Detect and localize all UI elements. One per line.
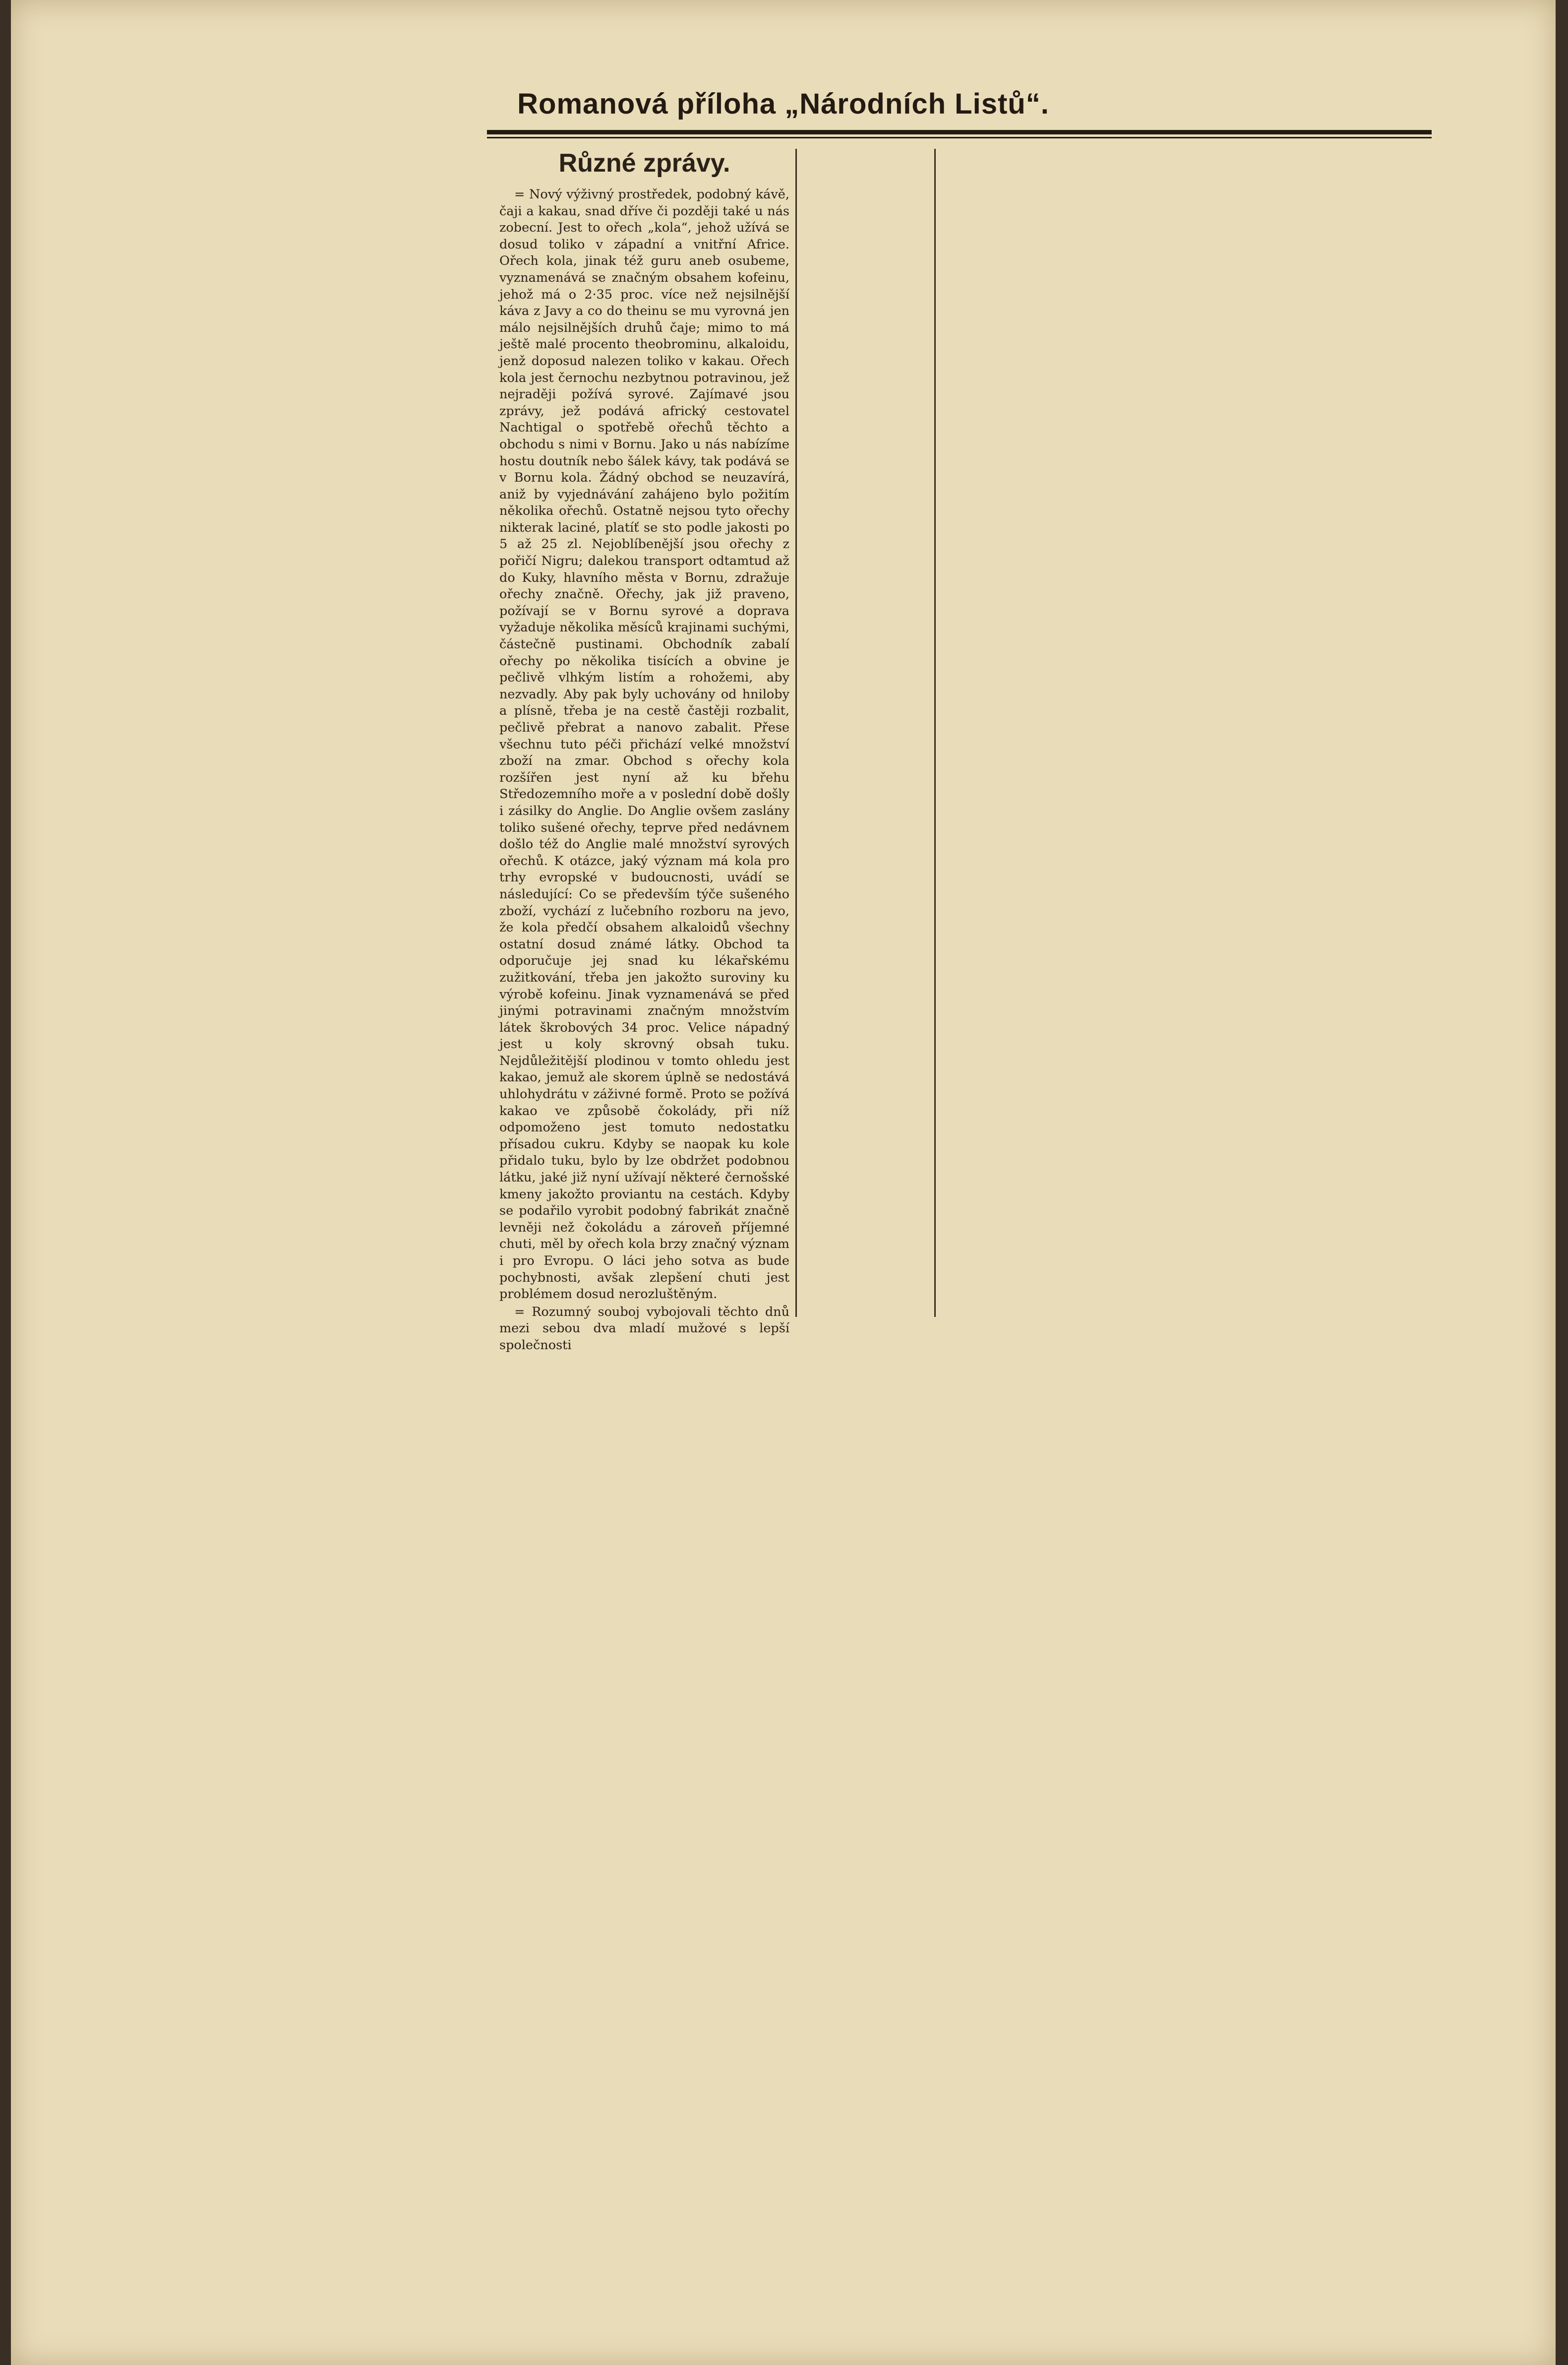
col1-paragraph-1: = Nový výživný prostředek, podobný kávě, čaji a kakau, snad dříve či později také u nás zobecní. Jest to ořech „kola“, jehož užívá se dosud toliko v západní a vnitřní Africe. Ořech kola, jinak též guru aneb osubeme, vyznamenává se značným obsahem kofeinu, jehož má o 2·35 proc. více než nejsilnější káva z Javy a co do theinu se mu vyrovná jen málo nejsilnějších druhů čaje; mimo to má ještě malé procento theobrominu, alkaloidu, jenž doposud nalezen toliko v kakau. Ořech kola jest černochu nezbytnou potravinou, jež nejraději požívá syrové. Zajímavé jsou zprávy, jež podává africký cestovatel Nachtigal o spotřebě ořechů těchto a obchodu s nimi v Bornu. Jako u nás nabízíme hostu doutník nebo šálek kávy, tak podává se v Bornu kola. Žádný obchod se neuzavírá, aniž by vyjednávání zahájeno bylo požitím několika ořechů. Ostatně nejsou tyto ořechy nikterak laciné, platíť se sto podle jakosti po 5 až 25 zl. Nejoblíbenější jsou ořechy z pořičí Nigru; dalekou transport odtamtud až do Kuky, hlavního města v Bornu, zdražuje ořechy značně. Ořechy, jak již praveno, požívají se v Bornu syrové a doprava vyžaduje několika měsíců krajinami suchými, částečně pustinami. Obchodník zabalí ořechy po několika tisících a obvine je pečlivě vlhkým listím a rohožemi, aby nezvadly. Aby pak byly uchovány od hniloby a plísně, třeba je na cestě častěji rozbalit, pečlivě přebrat a nanovo zabalit. Přese všechnu tuto péči přichází velké množství zboží na zmar. Obchod s ořechy kola rozšířen jest nyní až ku břehu Středozemního moře a v poslední době došly i zásilky do Anglie. Do Anglie ovšem zaslány toliko sušené ořechy, teprve před nedávnem došlo též do Anglie malé množství syrových ořechů. K otázce, jaký význam má kola pro trhy evropské v budoucnosti, uvádí se následující: Co se především týče sušeného zboží, vychází z lučebního rozboru na jevo, že kola předčí obsahem alkaloidů všechny ostatní dosud známé látky. Obchod ta odporučuje jej snad ku lékařskému zužitkování, třeba jen jakožto suroviny ku výrobě kofeinu. Jinak vyznamenává se před jinými potravinami značným množstvím látek škrobových 34 proc. Velice nápadný jest u koly skrovný obsah tuku. Nejdůležitější plodinou v tomto ohledu jest kakao, jemuž ale skorem úplně se nedostává uhlohydrátu v záživné formě. Proto se požívá kakao ve způsobě čokolády, při níž odpomoženo jest tomuto nedostatku přísadou cukru. Kdyby se naopak ku kole přidalo tuku, bylo by lze obdržet podobnou látku, jaké již nyní užívají některé černošské kmeny jakožto proviantu na cestách. Kdyby se podařilo vyrobit podobný fabrikát značně levněji než čokoládu a zároveň příjemné chuti, měl by ořech kola brzy značný význam i pro Evropu. O láci jeho sotva as bude pochybnosti, avšak zlepšení chuti jest problémem dosud nerozluštěným. [499, 187, 789, 1302]
column-divider-2 [934, 149, 936, 1317]
header-rule [487, 130, 1432, 134]
section-heading: Různé zprávy. [558, 149, 730, 178]
column-divider-1 [795, 149, 797, 1317]
newspaper-page [11, 0, 1556, 2365]
column-1 [499, 144, 789, 1354]
col1-paragraph-2: = Rozumný souboj vybojovali těchto dnů mezi sebou dva mladí mužové s lepší společnosti [499, 1304, 789, 1353]
header-rule-thin [487, 137, 1432, 138]
page-header-title: Romanová příloha „Národních Listů“. [517, 88, 1049, 120]
